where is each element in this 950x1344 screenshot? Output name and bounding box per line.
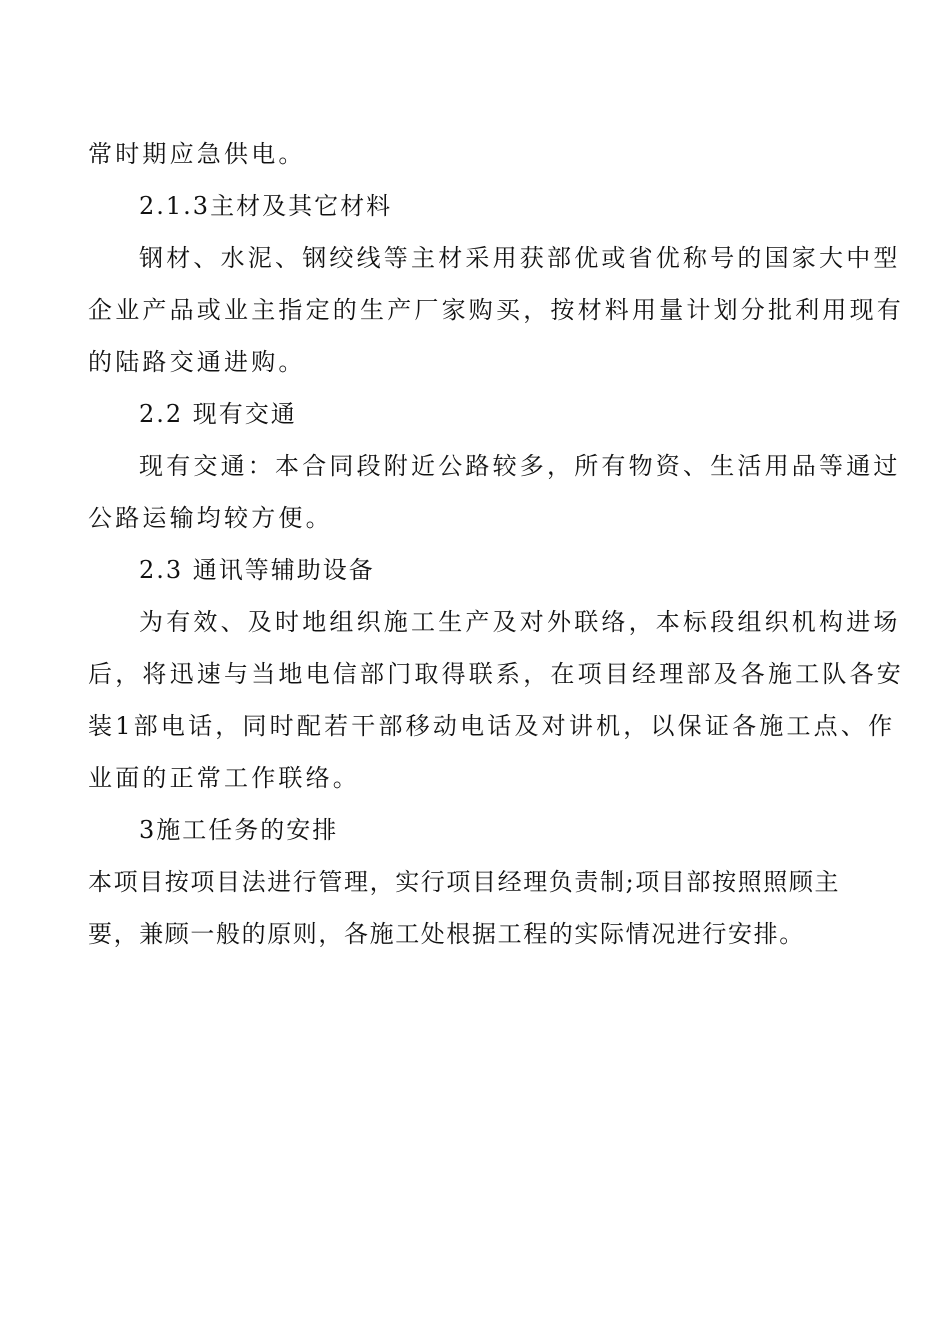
section-heading-2-2: 2.2 现有交通 bbox=[139, 400, 297, 428]
paragraph-line: 业面的正常工作联络。 bbox=[88, 764, 360, 792]
section-heading-2-1-3: 2.1.3主材及其它材料 bbox=[139, 192, 393, 220]
paragraph-line: 要，兼顾一般的原则，各施工处根据工程的实际情况进行安排。 bbox=[88, 920, 805, 948]
paragraph-line: 的陆路交通进购。 bbox=[88, 348, 306, 376]
paragraph-line: 常时期应急供电。 bbox=[88, 140, 306, 168]
section-heading-2-3: 2.3 通讯等辅助设备 bbox=[139, 556, 375, 584]
paragraph-line: 本项目按项目法进行管理，实行项目经理负责制;项目部按照照顾主 bbox=[88, 868, 841, 896]
paragraph-line: 后，将迅速与当地电信部门取得联系，在项目经理部及各施工队各安 bbox=[88, 660, 904, 688]
paragraph-line: 钢材、水泥、钢绞线等主材采用获部优或省优称号的国家大中型 bbox=[139, 244, 901, 272]
paragraph-line: 现有交通：本合同段附近公路较多，所有物资、生活用品等通过 bbox=[139, 452, 901, 480]
paragraph-line: 公路运输均较方便。 bbox=[88, 504, 333, 532]
paragraph-line: 装1部电话，同时配若干部移动电话及对讲机，以保证各施工点、作 bbox=[88, 712, 896, 740]
section-heading-3: 3施工任务的安排 bbox=[139, 816, 339, 844]
paragraph-line: 为有效、及时地组织施工生产及对外联络，本标段组织机构进场 bbox=[139, 608, 901, 636]
document-body bbox=[88, 128, 904, 960]
paragraph-line: 企业产品或业主指定的生产厂家购买，按材料用量计划分批利用现有 bbox=[88, 296, 904, 324]
